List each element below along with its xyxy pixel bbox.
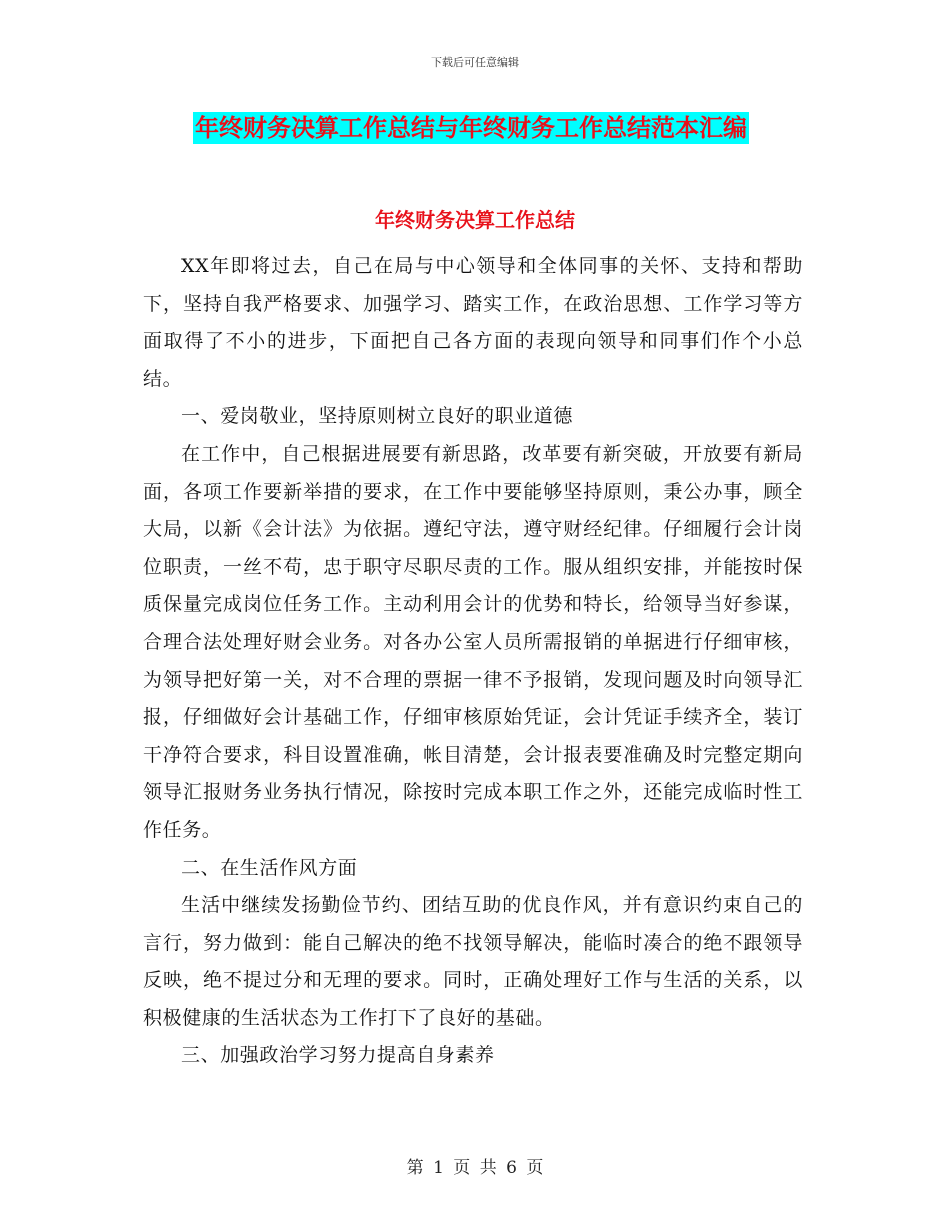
section-heading-1: 一、爱岗敬业，坚持原则树立良好的职业道德 <box>181 405 574 428</box>
document-title: 年终财务决算工作总结与年终财务工作总结范本汇编 <box>195 114 747 142</box>
body-paragraph-1: 在工作中，自己根据进展要有新思路，改革要有新突破，开放要有新局面，各项工作要新举措的要求，在工作中要能够坚持原则，秉公办事，顾全大局，以新《会计法》为依据。遵纪守法，遵守财经纪律。仔细履行会计岗位职责，一丝不苟，忠于职守尽职尽责的工作。服从组织安排，并能按时保质保量完成岗位任务工作。主动利用会计的优势和特长，给领导当好参谋，合理合法处理好财会业务。对各办公室人员所需报销的单据进行仔细审核，为领导把好第一关，对不合理的票据一律不予报销，发现问题及时向领导汇报，仔细做好会计基础工作，仔细审核原始凭证，会计凭证手续齐全，装订干净符合要求，科目设置准确，帐目清楚，会计报表要准确及时完整定期向领导汇报财务业务执行情况，除按时完成本职工作之外，还能完成临时性工作任务。 <box>143 442 803 841</box>
intro-paragraph: XX年即将过去，自己在局与中心领导和全体同事的关怀、支持和帮助下，坚持自我严格要求、加强学习、踏实工作，在政治思想、工作学习等方面取得了不小的进步，下面把自己各方面的表现向领导和同事们作个小总结。 <box>143 255 803 390</box>
document-body <box>143 248 803 1075</box>
section-title: 年终财务决算工作总结 <box>375 208 575 232</box>
page-header-note: 下载后可任意编辑 <box>431 56 519 69</box>
page-footer: 第 1 页 共 6 页 <box>406 1158 544 1178</box>
section-heading-3: 三、加强政治学习努力提高自身素养 <box>181 1044 495 1067</box>
body-paragraph-2: 生活中继续发扬勤俭节约、团结互助的优良作风，并有意识约束自己的言行，努力做到：能自己解决的绝不找领导解决，能临时凑合的绝不跟领导反映，绝不提过分和无理的要求。同时，正确处理好工作与生活的关系，以积极健康的生活状态为工作打下了良好的基础。 <box>143 894 803 1029</box>
section-heading-2: 二、在生活作风方面 <box>181 856 358 879</box>
